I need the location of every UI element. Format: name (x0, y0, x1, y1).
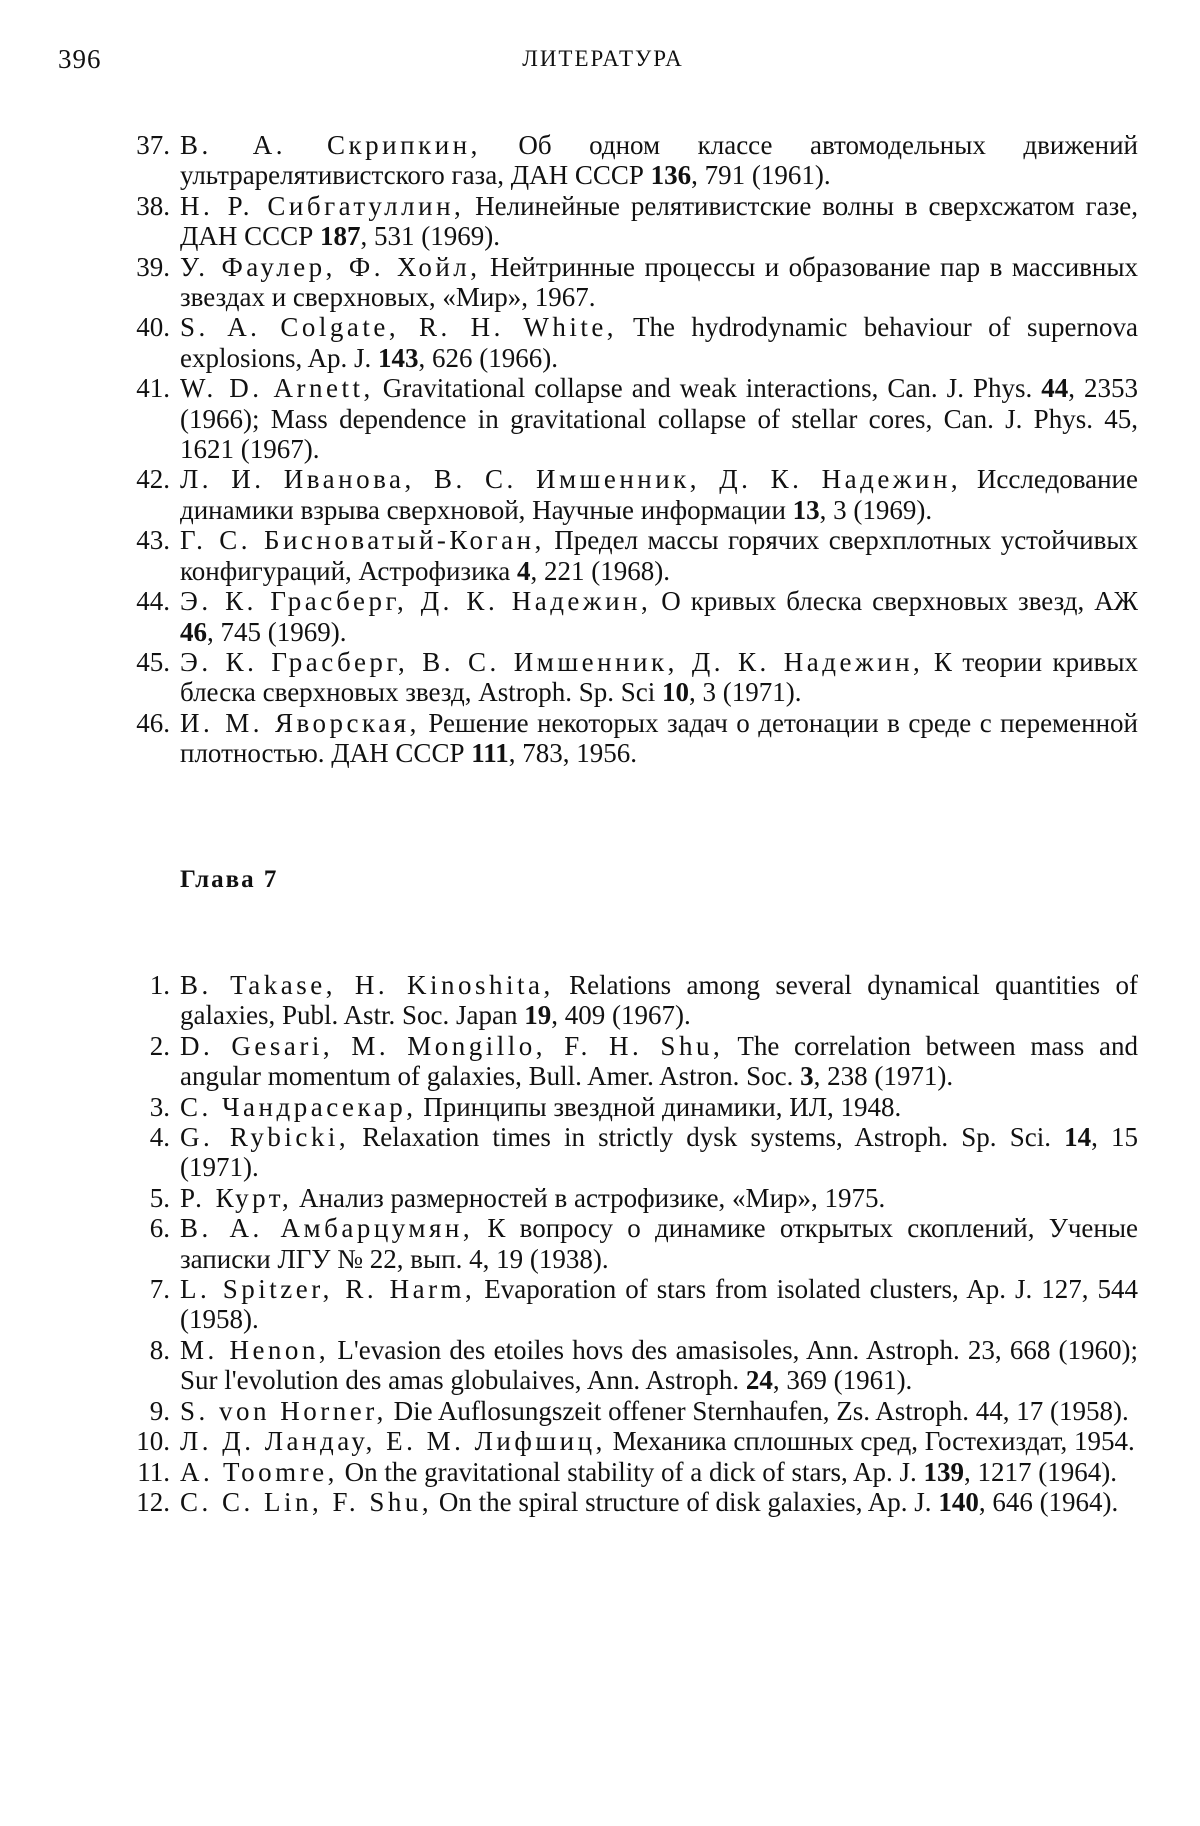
reference-text-end: , 221 (1968). (530, 555, 670, 586)
reference-item (0, 464, 1200, 525)
reference-item (0, 525, 1200, 586)
reference-authors: W. D. Arnett, (180, 373, 374, 404)
reference-text-end: , 3 (1971). (689, 677, 802, 708)
reference-authors: В. А. Амбарцумян, (180, 1213, 474, 1244)
reference-volume: 139 (923, 1456, 965, 1487)
reference-item (0, 1426, 1200, 1456)
reference-number: 42. (136, 464, 170, 495)
reference-text: К вопросу о динамике открытых скоплений, Ученые записки ЛГУ № 22, вып. 4, 19 (1938). (180, 1213, 1138, 1274)
reference-text: Механика сплошных сред, Гостехиздат, 1954. (605, 1426, 1135, 1457)
reference-authors: S. A. Colgate, R. H. White, (180, 312, 618, 343)
reference-text: Принципы звездной динамики, ИЛ, 1948. (416, 1091, 902, 1122)
reference-authors: Р. Курт, (180, 1182, 293, 1213)
reference-authors: S. von Horner, (180, 1395, 387, 1426)
reference-text-end: , 626 (1966). (418, 342, 559, 373)
reference-number: 45. (136, 646, 170, 677)
reference-text-end: , 646 (1964). (978, 1486, 1119, 1517)
reference-text-end: , 3 (1969). (819, 494, 933, 525)
reference-text: On the gravitational stability of a dick of stars, Ap. J. (337, 1456, 924, 1487)
reference-item (0, 708, 1200, 769)
reference-number: 8. (149, 1334, 170, 1365)
reference-authors: В. А. Скрипкин, (180, 130, 481, 160)
reference-list-chapter-7 (0, 970, 1200, 1517)
reference-item (0, 312, 1200, 373)
reference-authors: У. Фаулер, Ф. Хойл, (180, 251, 481, 282)
reference-number: 4. (149, 1122, 170, 1153)
reference-item (0, 1213, 1200, 1274)
reference-number: 7. (149, 1274, 170, 1305)
running-title: ЛИТЕРАТУРА (522, 46, 684, 71)
reference-list-part-1 (0, 130, 1200, 769)
reference-item (0, 1122, 1200, 1183)
reference-text: The correlation between mass and angular momentum of galaxies, Bull. Amer. Astron. Soc. (180, 1030, 1138, 1092)
reference-text-end: , 531 (1969). (360, 221, 500, 252)
reference-item (0, 252, 1200, 313)
reference-number: 41. (136, 373, 170, 404)
reference-authors: B. Takase, H. Kinoshita, (180, 970, 554, 1000)
reference-text-end: , 745 (1969). (207, 616, 347, 647)
reference-text-end: , 369 (1961). (772, 1365, 913, 1396)
reference-authors: Э. К. Грасберг, Д. К. Надежин, (180, 586, 652, 617)
reference-volume: 24 (745, 1365, 773, 1396)
reference-text-end: , 1217 (1964). (964, 1456, 1117, 1487)
reference-volume: 44 (1041, 373, 1069, 404)
reference-volume: 13 (792, 494, 820, 525)
reference-authors: M. Henon, (180, 1334, 330, 1365)
chapter-heading: Глава 7 (180, 866, 279, 893)
reference-text: Evaporation of stars from isolated clusters, Ap. J. 127, 544 (1958). (180, 1274, 1138, 1335)
reference-volume: 3 (800, 1061, 814, 1092)
reference-authors: Л. Д. Ландау, Е. М. Лифшиц, (180, 1426, 606, 1457)
reference-authors: Э. К. Грасберг, В. С. Имшенник, Д. К. Надежин, (180, 646, 924, 677)
reference-text: Предел массы горячих сверхплотных устойчивых конфигураций, Астрофизика (180, 525, 1138, 586)
reference-text-end: , 2353 (1966); Mass dependence in gravitational collapse of stellar cores, Can. J. Phys. 45, 1621 (1967). (180, 373, 1139, 465)
reference-number: 12. (136, 1486, 170, 1517)
reference-number: 3. (149, 1091, 170, 1122)
reference-text-end: , 783, 1956. (508, 738, 637, 769)
reference-item (0, 586, 1200, 647)
reference-volume: 111 (471, 738, 509, 769)
reference-item (0, 130, 1200, 191)
reference-item (0, 1092, 1200, 1122)
reference-number: 6. (149, 1213, 170, 1244)
reference-item (0, 1457, 1200, 1487)
reference-item (0, 647, 1200, 708)
reference-volume: 19 (524, 1000, 552, 1031)
reference-text: Исследование динамики взрыва сверхновой, Научные информации (180, 464, 1138, 525)
reference-text: Gravitational collapse and weak interactions, Can. J. Phys. (373, 373, 1042, 404)
reference-text: К теории кривых блеска сверхновых звезд, Astroph. Sp. Sci (180, 646, 1138, 708)
reference-item (0, 1274, 1200, 1335)
reference-authors: Н. Р. Сибгатуллин, (180, 190, 465, 221)
reference-authors: A. Toomre, (180, 1456, 338, 1487)
reference-text: Relaxation times in strictly dysk systems, Astroph. Sp. Sci. (349, 1122, 1065, 1153)
reference-number: 1. (149, 970, 170, 1000)
reference-number: 37. (136, 130, 170, 160)
reference-authors: Г. С. Бисноватый-Коган, (180, 525, 545, 556)
reference-item (0, 970, 1200, 1031)
reference-authors: C. C. Lin, F. Shu, (180, 1486, 433, 1517)
page-number: 396 (58, 44, 102, 74)
reference-text-end: , 15 (1971). (180, 1122, 1139, 1183)
reference-number: 2. (149, 1030, 170, 1061)
reference-number: 43. (136, 525, 170, 556)
reference-authors: Л. И. Иванова, В. С. Имшенник, Д. К. Надежин, (180, 464, 962, 495)
reference-text: Relations among several dynamical quantities of galaxies, Publ. Astr. Soc. Japan (180, 970, 1138, 1031)
reference-item (0, 1396, 1200, 1426)
reference-text: О кривых блеска сверхновых звезд, АЖ (651, 586, 1138, 617)
reference-text: Решение некоторых задач о детонации в среде с переменной плотностью. ДАН СССР (180, 707, 1138, 769)
reference-text-end: , 238 (1971). (813, 1061, 954, 1092)
reference-volume: 143 (378, 342, 419, 373)
reference-text: L'evasion des etoiles hovs des amasisoles, Ann. Astroph. 23, 668 (1960); Sur l'evolution des amas globulaives, Ann. Astroph. (180, 1334, 1138, 1396)
reference-volume: 10 (662, 677, 690, 708)
reference-item (0, 1487, 1200, 1517)
reference-text: Об одном классе автомодельных движений ультрарелятивистского газа, ДАН СССР (180, 130, 1138, 191)
reference-text: Анализ размерностей в астрофизике, «Мир», 1975. (292, 1182, 886, 1213)
reference-volume: 140 (938, 1486, 979, 1517)
reference-number: 46. (136, 707, 170, 738)
reference-item (0, 373, 1200, 464)
reference-number: 11. (137, 1456, 170, 1487)
reference-volume: 14 (1064, 1122, 1092, 1153)
reference-item (0, 191, 1200, 252)
reference-text: Die Auflosungszeit offener Sternhaufen, Zs. Astroph. 44, 17 (1958). (386, 1395, 1129, 1426)
reference-authors: И. М. Яворская, (180, 707, 420, 738)
reference-item (0, 1031, 1200, 1092)
page-header (58, 44, 1148, 84)
reference-text: On the spiral structure of disk galaxies, Ap. J. (432, 1486, 939, 1517)
reference-text: Нелинейные релятивистские волны в сверхсжатом газе, ДАН СССР (180, 190, 1139, 252)
reference-item (0, 1335, 1200, 1396)
reference-text: The hydrodynamic behaviour of supernova explosions, Ap. J. (180, 312, 1138, 373)
reference-authors: L. Spitzer, R. Harm, (180, 1274, 476, 1305)
reference-volume: 4 (517, 555, 531, 586)
reference-number: 40. (136, 312, 170, 343)
reference-authors: D. Gesari, M. Mongillo, F. H. Shu, (180, 1030, 724, 1061)
reference-number: 39. (136, 251, 170, 282)
reference-volume: 46 (180, 616, 207, 647)
reference-authors: G. Rybicki, (180, 1122, 350, 1153)
reference-volume: 187 (319, 221, 361, 252)
reference-text: Нейтринные процессы и образование пар в массивных звездах и сверхновых, «Мир», 1967. (180, 251, 1138, 313)
reference-number: 10. (136, 1426, 170, 1457)
reference-number: 9. (149, 1395, 170, 1426)
reference-text-end: , 409 (1967). (551, 1000, 691, 1031)
reference-authors: С. Чандрасекар, (180, 1091, 417, 1122)
reference-number: 5. (149, 1182, 170, 1213)
reference-number: 44. (136, 586, 170, 617)
reference-text-end: , 791 (1961). (691, 160, 831, 191)
reference-item (0, 1183, 1200, 1213)
reference-number: 38. (136, 190, 170, 221)
reference-volume: 136 (650, 160, 692, 191)
